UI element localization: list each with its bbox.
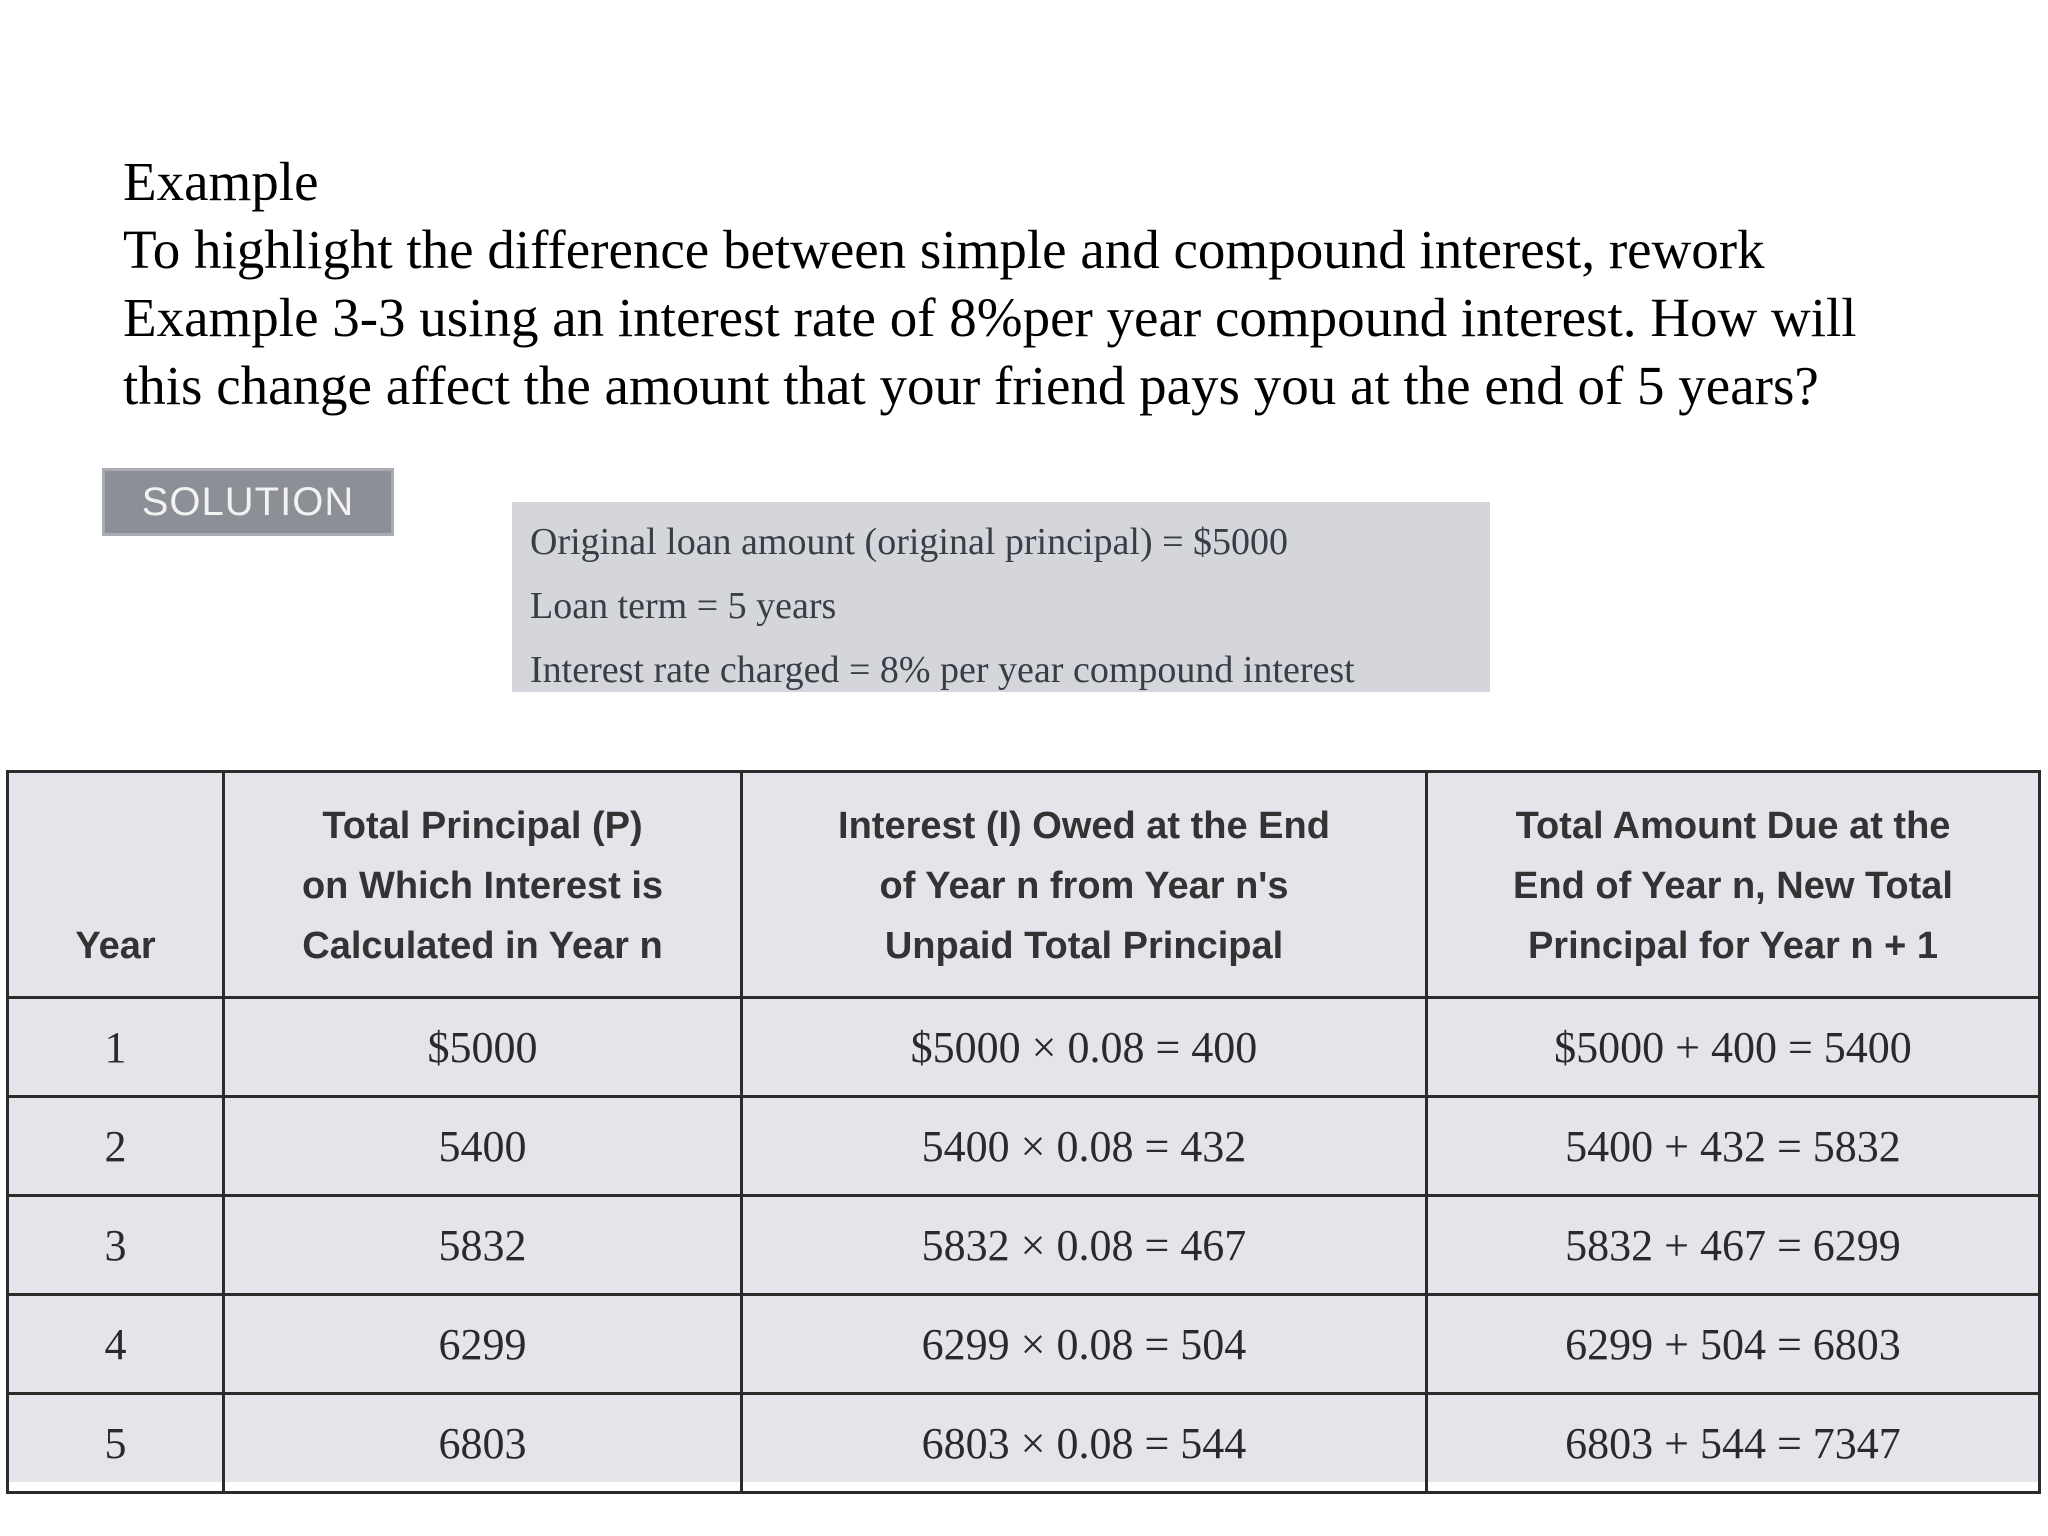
given-rate: Interest rate charged = 8% per year compound interest xyxy=(530,649,1355,691)
cell-total: 6299 + 504 = 6803 xyxy=(1427,1295,2040,1394)
header-total-line: Principal for Year n + 1 xyxy=(1527,925,1939,967)
header-total xyxy=(1427,772,2040,998)
cell-total: 6803 + 544 = 7347 xyxy=(1427,1394,2040,1493)
header-total-line: Total Amount Due at the xyxy=(1515,805,1951,847)
cell-principal: 6299 xyxy=(224,1295,742,1394)
example-text xyxy=(123,148,1983,420)
table-header-row xyxy=(8,772,2040,998)
given-principal: Original loan amount (original principal) = $5000 xyxy=(530,521,1289,563)
cell-total: $5000 + 400 = 5400 xyxy=(1427,998,2040,1097)
header-interest-line: Unpaid Total Principal xyxy=(884,925,1284,967)
header-year: Year xyxy=(8,772,224,998)
compound-interest-table xyxy=(6,770,2041,1494)
given-values-box xyxy=(512,502,1490,692)
cell-principal: 6803 xyxy=(224,1394,742,1493)
cell-total: 5832 + 467 = 6299 xyxy=(1427,1196,2040,1295)
header-principal-line: Total Principal (P) xyxy=(322,805,643,847)
table-row xyxy=(8,998,2040,1097)
example-heading: Example xyxy=(123,151,319,212)
cell-interest: 5832 × 0.08 = 467 xyxy=(742,1196,1427,1295)
cell-interest: 6299 × 0.08 = 504 xyxy=(742,1295,1427,1394)
cell-principal: 5832 xyxy=(224,1196,742,1295)
example-line-3: this change affect the amount that your friend pays you at the end of 5 years? xyxy=(123,355,1819,416)
header-interest-line: Interest (I) Owed at the End xyxy=(838,805,1330,847)
solution-badge: SOLUTION xyxy=(102,468,394,536)
table-row xyxy=(8,1196,2040,1295)
header-interest xyxy=(742,772,1427,998)
cell-year: 1 xyxy=(8,998,224,1097)
cell-principal: 5400 xyxy=(224,1097,742,1196)
example-line-2: Example 3-3 using an interest rate of 8%per year compound interest. How will xyxy=(123,287,1857,348)
table-row xyxy=(8,1394,2040,1493)
header-principal-line: Calculated in Year n xyxy=(302,925,663,967)
table-row xyxy=(8,1097,2040,1196)
header-total-line: End of Year n, New Total xyxy=(1513,865,1953,907)
header-principal-line: on Which Interest is xyxy=(301,865,664,907)
given-term: Loan term = 5 years xyxy=(530,585,837,627)
cell-year: 2 xyxy=(8,1097,224,1196)
cell-principal: $5000 xyxy=(224,998,742,1097)
table-row xyxy=(8,1295,2040,1394)
cell-interest: 5400 × 0.08 = 432 xyxy=(742,1097,1427,1196)
example-line-1: To highlight the difference between simple and compound interest, rework xyxy=(123,219,1765,280)
cell-total: 5400 + 432 = 5832 xyxy=(1427,1097,2040,1196)
cell-year: 4 xyxy=(8,1295,224,1394)
cell-year: 5 xyxy=(8,1394,224,1493)
compound-interest-table-container xyxy=(6,770,2038,1482)
header-principal xyxy=(224,772,742,998)
header-interest-line: of Year n from Year n's xyxy=(879,865,1289,907)
cell-interest: 6803 × 0.08 = 544 xyxy=(742,1394,1427,1493)
cell-interest: $5000 × 0.08 = 400 xyxy=(742,998,1427,1097)
cell-year: 3 xyxy=(8,1196,224,1295)
